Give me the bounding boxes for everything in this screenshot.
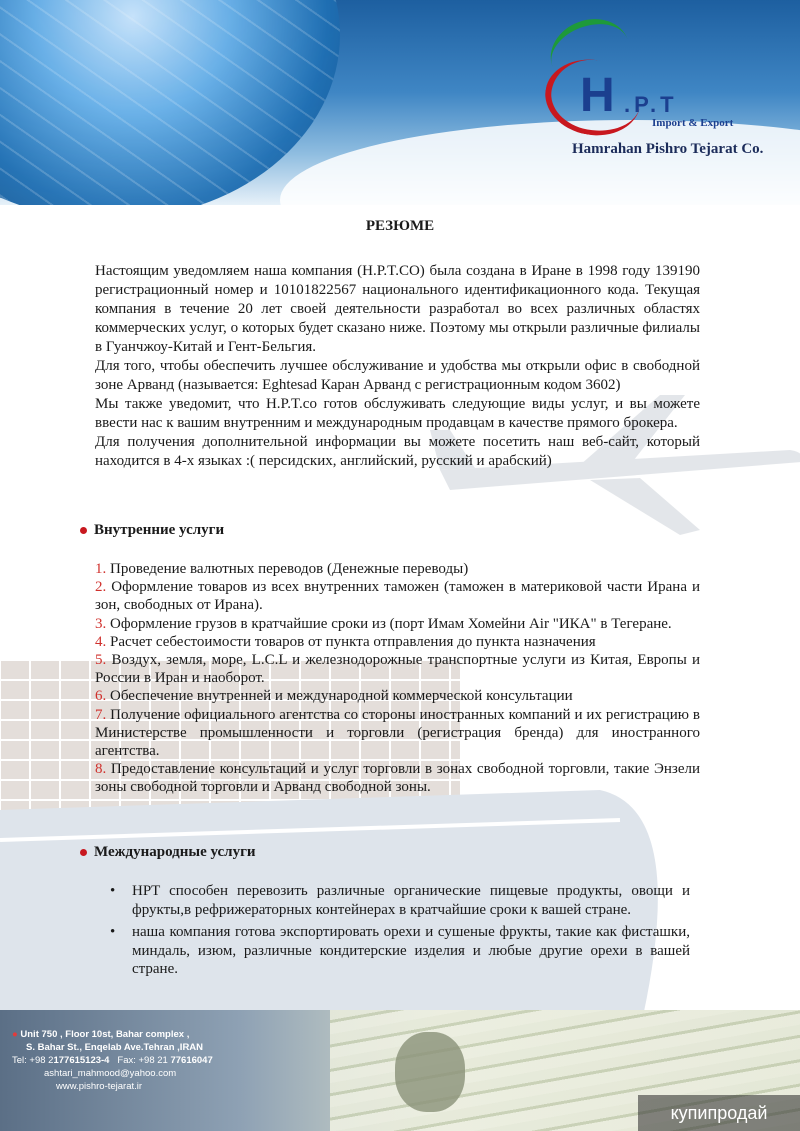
item-number: 4. [95, 633, 107, 650]
intro-paragraph: Для того, чтобы обеспечить лучшее обслуживание и удобства мы открыли офис в свободной зоне Арванд (называется: Eghtesad Каран Арванд с регистрационным кодом 3602) [95, 358, 700, 393]
logo-tagline: Import & Export [652, 117, 734, 129]
document-title: РЕЗЮМЕ [365, 218, 435, 234]
list-item: • HPT способен перевозить различные органические пищевые продукты, овощи и фрукты,в рефрижераторных контейнерах в кратчайшие сроки к вашей стране. [110, 882, 690, 919]
fax-number: 77616047 [170, 1055, 213, 1066]
list-item [95, 578, 700, 614]
bullet-dot-icon [80, 527, 87, 534]
item-number: 6. [95, 688, 107, 705]
watermark-label: купипродай [638, 1095, 800, 1131]
item-text: Обеспечение внутренней и международной коммерческой консультации [106, 688, 573, 705]
item-text: Получение официального агентства со стороны иностранных компаний и их регистрацию в Министерстве промышленности и торговли (регистрация бренда) для иностранного агентства. [95, 706, 700, 760]
header-banner [0, 0, 800, 205]
intro-text [95, 262, 700, 471]
item-number: 1. [95, 561, 107, 577]
domestic-services-list [95, 560, 700, 797]
tel-number: 177615123-4 [53, 1055, 110, 1066]
list-item: • наша компания готова экспортировать орехи и сушеные фрукты, такие как фисташки, миндаль, изюм, различные кондитерские изделия и любые другие орехи в вашей стране. [110, 923, 690, 979]
item-number: 3. [95, 615, 107, 632]
item-text: Оформление товаров из всех внутренних таможен (таможен в материковой части Ирана и зон, свободных от Ирана). [95, 579, 700, 614]
item-text: Оформление грузов в кратчайшие сроки из (порт Имам Хомейни Air "ИКА" в Тегеране. [106, 615, 672, 632]
address-bullet-icon: ● [12, 1029, 18, 1040]
domestic-services-heading [80, 522, 224, 539]
email-link[interactable]: ashtari_mahmood@yahoo.com [44, 1068, 177, 1079]
list-item [95, 651, 700, 687]
list-item [95, 687, 700, 705]
item-text: Воздух, земля, море, L.C.L и железнодорожные транспортные услуги из Китая, Европы и России в Иран и наоборот. [95, 652, 700, 687]
item-text: Проведение валютных переводов (Денежные переводы) [106, 561, 469, 577]
intro-paragraph: Настоящим уведомляем наша компания (H.P.T.CO) была создана в Иране в 1998 году 139190 регистрационный номер и 10101822567 национального идентификационного кода. Текущая компания в течение 20 лет своей деятельности разработал во всех различных областях коммерческих услуг, о которых будет сказано ниже. Поэтому мы открыли различные филиалы в Гуанчжоу-Китай и Гент-Бельгия. [95, 263, 700, 355]
item-number: 8. [95, 761, 107, 778]
international-services-heading [80, 844, 256, 861]
globe-image [0, 0, 340, 205]
fax-label: Fax: +98 21 [117, 1055, 168, 1066]
item-number: 5. [95, 652, 107, 669]
list-item [95, 633, 700, 651]
item-text: Предоставление консультаций и услуг торговли в зонах свободной торговли, такие Энзели зоны свободной торговли и Арванд свободной зоны. [95, 761, 700, 796]
address-line-2: S. Bahar St., Enqelab Ave.Tehran ,IRAN [26, 1042, 204, 1053]
intro-paragraph: Для получения дополнительной информации вы можете посетить наш веб-сайт, который находится в 4-х языках :( персидских, английский, русский и арабский) [95, 434, 700, 469]
international-heading-label: Международные услуги [94, 844, 256, 860]
item-text: Расчет себестоимости товаров от пункта отправления до пункта назначения [106, 633, 596, 650]
website-link[interactable]: www.pishro-tejarat.ir [56, 1081, 143, 1092]
logo-letters: .P.T [624, 92, 678, 117]
company-name: Hamrahan Pishro Tejarat Co. [572, 141, 764, 157]
domestic-heading-label: Внутренние услуги [94, 522, 225, 538]
item-number: 7. [95, 706, 107, 723]
list-item [95, 615, 700, 633]
banknote-portrait [395, 1032, 465, 1112]
list-item [95, 760, 700, 796]
list-item [95, 706, 700, 761]
bullet-dot-icon [80, 849, 87, 856]
item-number: 2. [95, 579, 107, 596]
intro-paragraph: Мы также уведомит, что H.P.T.co готов обслуживать следующие виды услуг, и вы можете ввести нас к вашим внутренним и международным продавцам в качестве прямого брокера. [95, 396, 700, 431]
logo-mark: H [580, 69, 615, 122]
phone-fax-line [12, 1054, 213, 1067]
address-line-1: Unit 750 , Floor 10st, Bahar complex , [20, 1029, 190, 1040]
tel-label: Tel: +98 2 [12, 1055, 54, 1066]
contact-info [12, 1028, 213, 1093]
list-item [95, 560, 700, 578]
international-services-list [110, 882, 690, 983]
